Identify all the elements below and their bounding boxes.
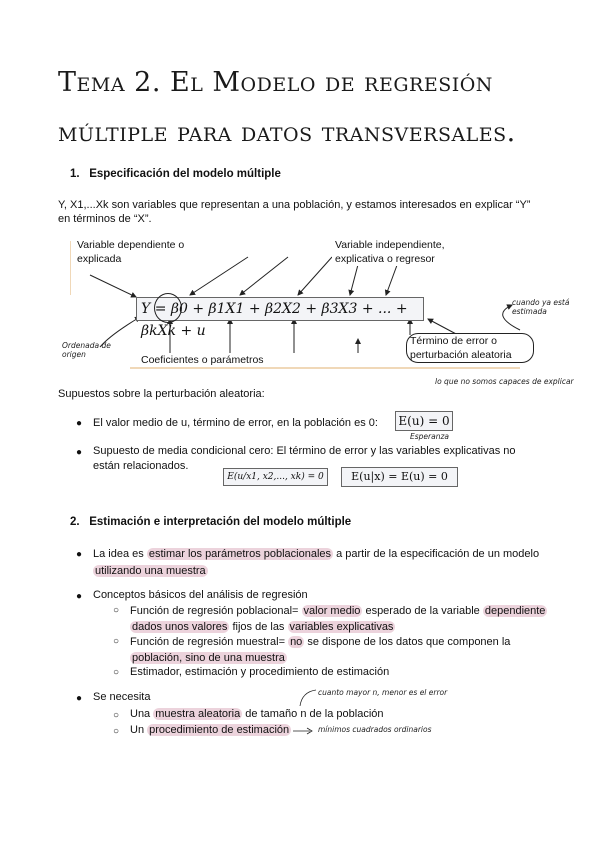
label-coefficients: Coeficientes o parámetros bbox=[138, 353, 284, 367]
bullet-icon: ● bbox=[76, 693, 83, 704]
sub3-text: Estimador, estimación y procedimiento de estimación bbox=[130, 666, 390, 678]
label-dependent: Variable dependiente o explicada bbox=[74, 238, 200, 266]
note-sample-size: cuanto mayor n, menor es el error bbox=[318, 688, 448, 697]
supuesto2-formula-a: E(u/x1, x2,..., xk) = 0 bbox=[223, 468, 328, 486]
note-intercept: Ordenada de origen bbox=[62, 341, 111, 359]
arrow-icon bbox=[292, 727, 314, 735]
note-mco: mínimos cuadrados ordinarios bbox=[318, 725, 432, 734]
necesita-text: Se necesita bbox=[93, 691, 151, 703]
note-unexplained: lo que no somos capaces de explicar bbox=[435, 377, 574, 386]
label-independent: Variable independiente, explicativa o regresor bbox=[332, 238, 468, 266]
supuesto1-formula: E(u) = 0 bbox=[395, 411, 453, 431]
supuesto1-text: El valor medio de u, término de error, en la población es 0: bbox=[93, 417, 378, 429]
note-esperanza: Esperanza bbox=[410, 432, 449, 441]
intercept-circle bbox=[154, 293, 182, 323]
circle-bullet-icon: ○ bbox=[113, 710, 120, 721]
intro-paragraph: Y, X1,...Xk son variables que representan a una población, y estamos interesados en explicar “Y” en términos de “X”. bbox=[58, 199, 531, 225]
supuesto2-text: Supuesto de media condicional cero: El término de error y las variables explicativas no están relacionados. bbox=[93, 445, 516, 472]
regression-diagram bbox=[70, 235, 540, 375]
nec1-text: Una muestra aleatoria de tamaño n de la población bbox=[130, 708, 384, 720]
note-estimated: cuando ya está estimada bbox=[512, 298, 570, 316]
sub1-text: Función de regresión poblacional= valor medio esperado de la variable dependiente dados unos valores fijos de las variables explicativas bbox=[130, 605, 546, 633]
regression-equation: Y = β0 + β1X1 + β2X2 + β3X3 + ... + βkXk + u bbox=[136, 297, 424, 321]
page-title: Tema 2. El Modelo de regresión múltiple para datos transversales. bbox=[58, 67, 516, 148]
circle-bullet-icon: ○ bbox=[113, 667, 120, 678]
bullet-icon: ● bbox=[76, 591, 83, 602]
bullet-icon: ● bbox=[76, 418, 83, 429]
label-error: Término de error o perturbación aleatoria bbox=[406, 333, 534, 363]
idea-text: La idea es estimar los parámetros poblacionales a partir de la especificación de un modelo utilizando una muestra bbox=[93, 548, 540, 577]
circle-bullet-icon: ○ bbox=[113, 726, 120, 737]
section2-heading: 2. Estimación e interpretación del modelo múltiple bbox=[70, 516, 352, 528]
nec2-text: Un procedimiento de estimación bbox=[130, 724, 290, 736]
supuestos-heading: Supuestos sobre la perturbación aleatoria: bbox=[58, 388, 265, 400]
arrow-icon bbox=[298, 688, 328, 708]
section1-heading: 1. Especificación del modelo múltiple bbox=[70, 168, 281, 180]
conceptos-text: Conceptos básicos del análisis de regresión bbox=[93, 589, 308, 601]
bullet-icon: ● bbox=[76, 549, 83, 560]
circle-bullet-icon: ○ bbox=[113, 636, 120, 647]
supuesto2-formula-b: E(u|x) = E(u) = 0 bbox=[341, 467, 458, 487]
sub2-text: Función de regresión muestral= no se dispone de los datos que componen la población, sino de una muestra bbox=[130, 636, 511, 664]
bullet-icon: ● bbox=[76, 447, 83, 458]
circle-bullet-icon: ○ bbox=[113, 605, 120, 616]
